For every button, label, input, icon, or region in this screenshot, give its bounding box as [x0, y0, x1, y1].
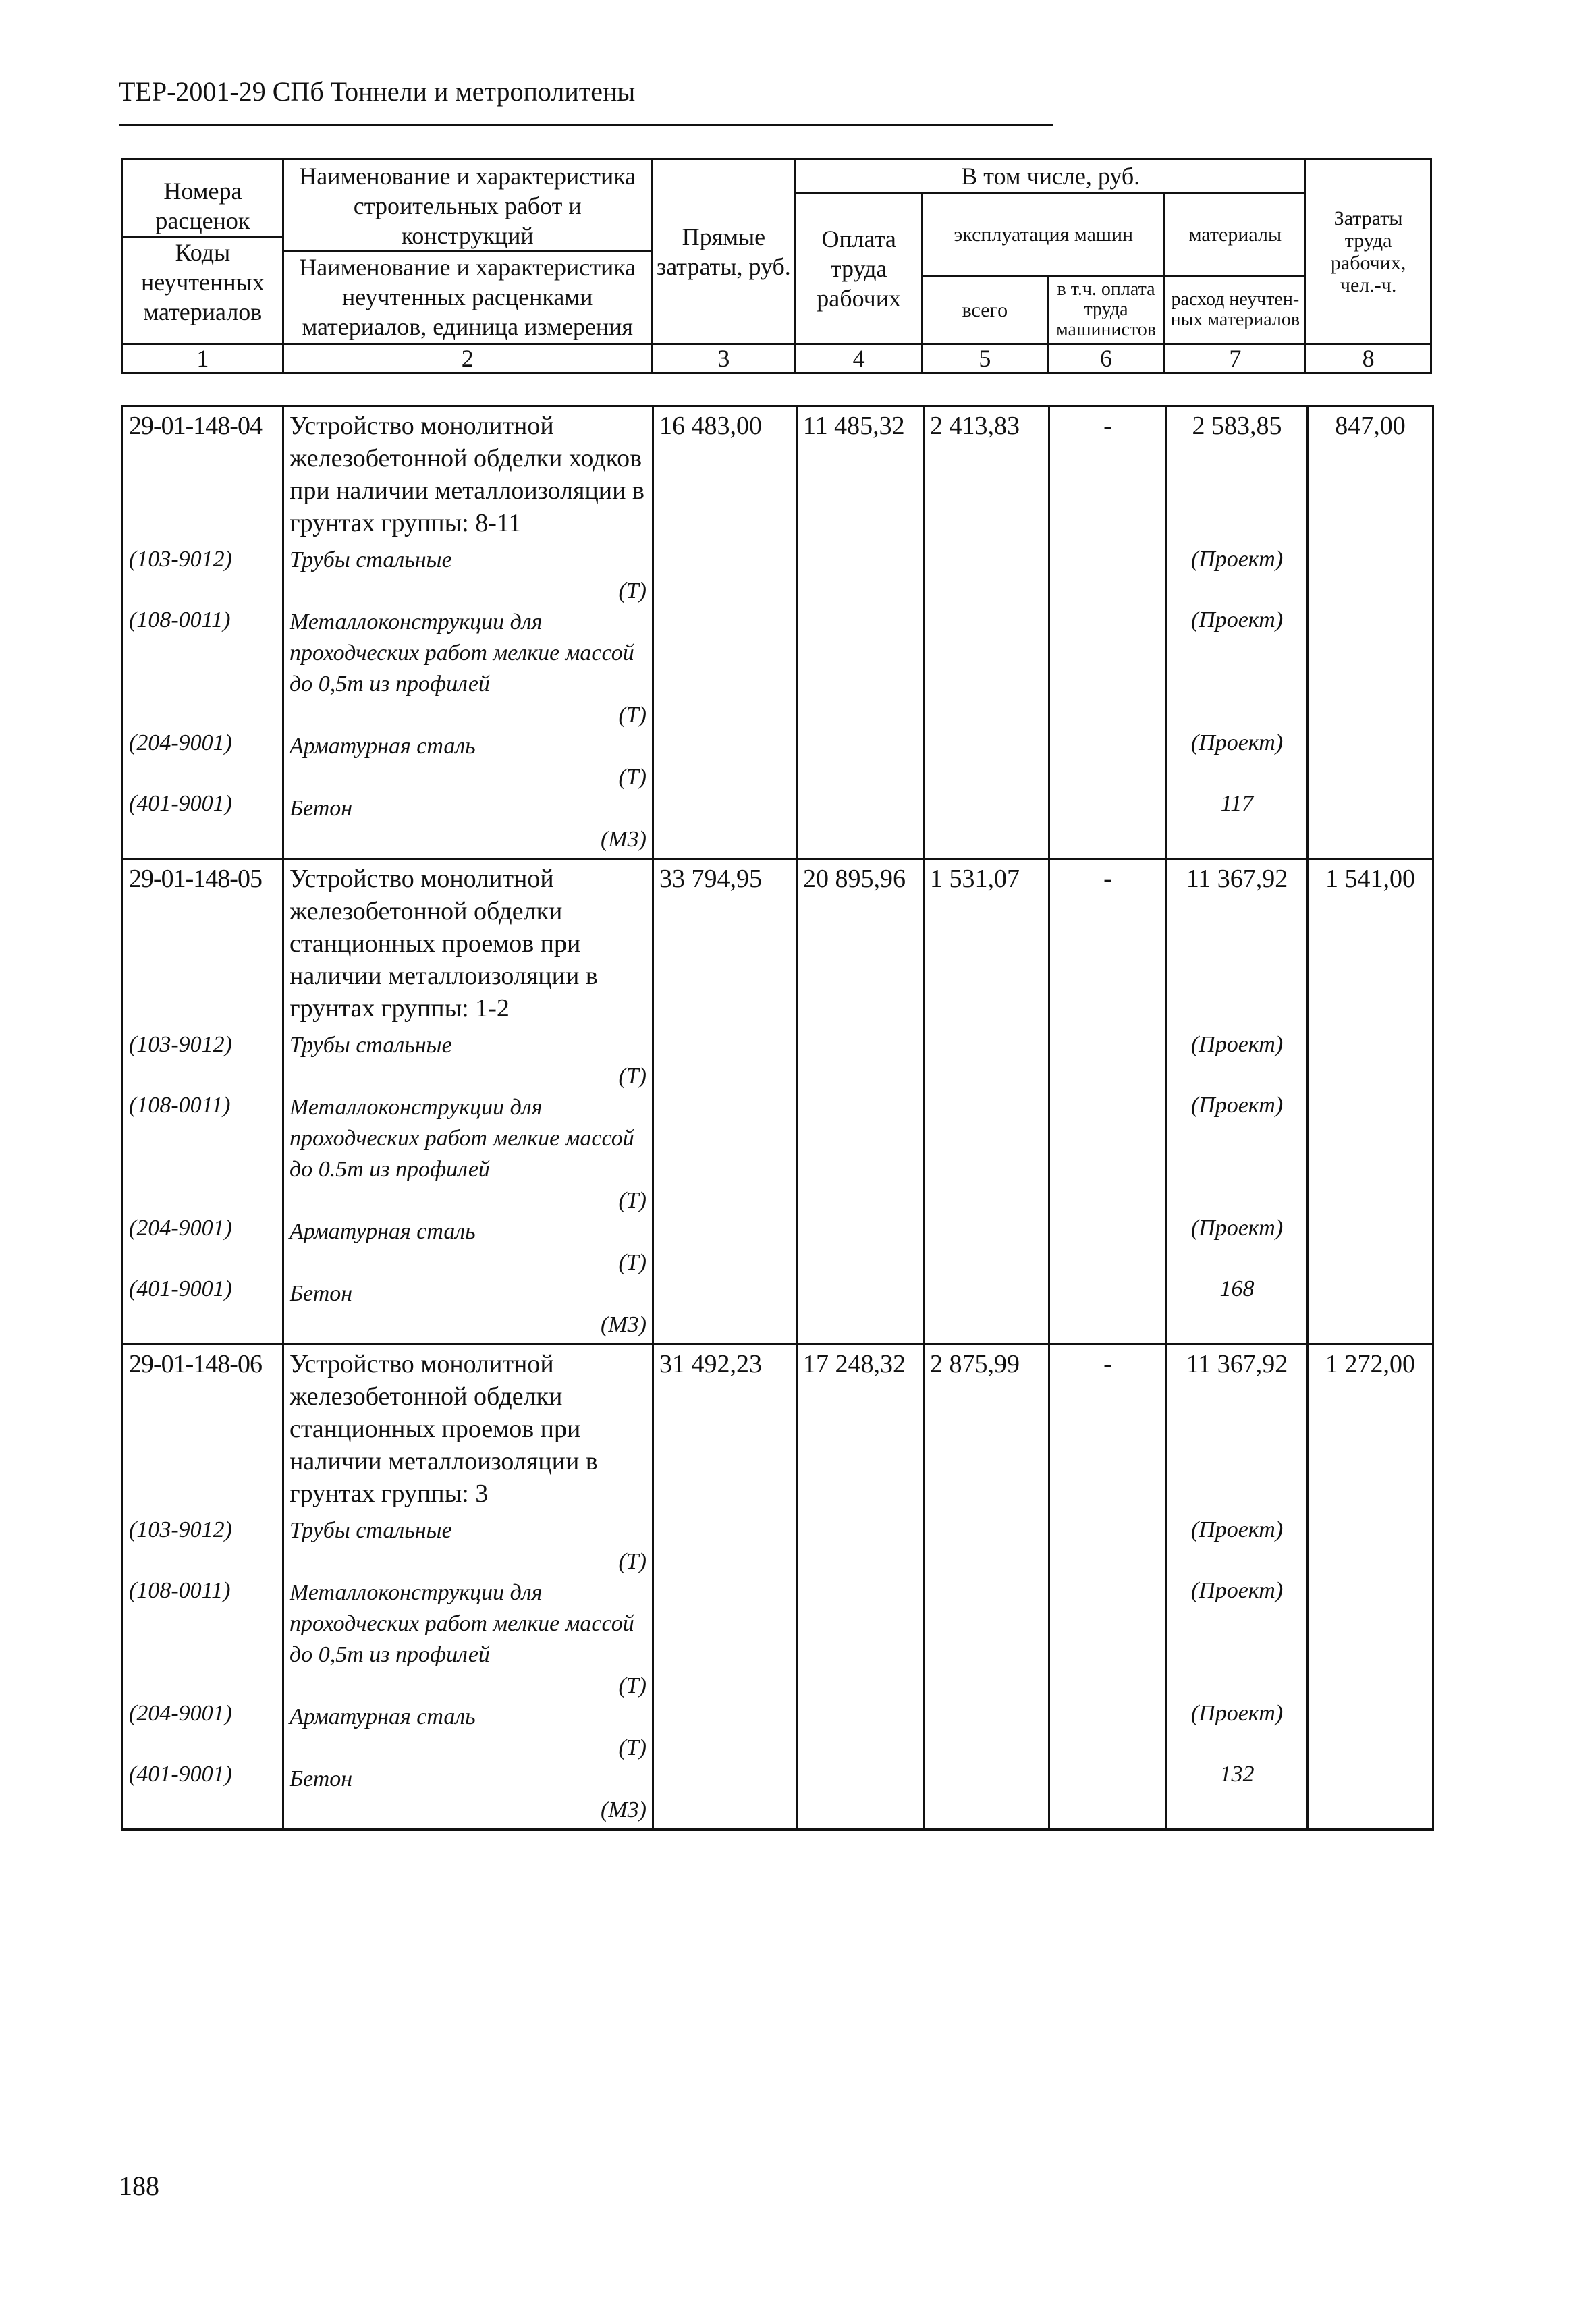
- material-unit: (Т): [618, 1673, 646, 1698]
- material-code: (204-9001): [129, 1216, 232, 1241]
- page-header-title: ТЕР-2001-29 СПб Тоннели и метрополитены: [119, 76, 1053, 126]
- labor-pay: 20 895,96: [797, 859, 924, 1028]
- material-name: Металлоконструкции для проходческих работ мелкие массой до 0.5т из профилей: [290, 1095, 634, 1182]
- material-name: Трубы стальные: [290, 1518, 452, 1543]
- header-col7: расход неучтен- ных материалов: [1165, 276, 1306, 344]
- rate-name: Устройство монолитной железобетонной обделки ходков при наличии металлоизоляции в грунтах группы: 8-11: [283, 406, 653, 543]
- material-unit: (М3): [601, 1797, 646, 1822]
- material-unit: (Т): [618, 1549, 646, 1574]
- material-unit: (Т): [618, 703, 646, 728]
- material-qty: (Проект): [1190, 1578, 1284, 1603]
- material-code: (401-9001): [129, 1762, 232, 1787]
- header-col2: [283, 159, 652, 344]
- rate-code: 29-01-148-06: [123, 1345, 283, 1513]
- material-qty: (Проект): [1190, 1517, 1284, 1542]
- header-materials-group: материалы: [1165, 194, 1306, 277]
- header-number: 1: [123, 344, 283, 373]
- header-number: 6: [1047, 344, 1165, 373]
- material-qty: (Проект): [1190, 607, 1284, 632]
- header-number: 4: [796, 344, 923, 373]
- labor-pay: 17 248,32: [797, 1345, 924, 1513]
- machines-total: 2 875,99: [924, 1345, 1049, 1513]
- rate-code: 29-01-148-04: [123, 406, 283, 543]
- material-name: Бетон: [290, 1766, 353, 1791]
- material-names: [283, 1027, 653, 1345]
- table-row: [123, 1345, 1433, 1513]
- header-numbers-row: [123, 344, 1431, 373]
- material-unit: (М3): [601, 1312, 646, 1337]
- machinist-pay: -: [1049, 406, 1167, 543]
- machines-total: 2 413,83: [924, 406, 1049, 543]
- material-code: (108-0011): [129, 607, 231, 632]
- header-number: 2: [283, 344, 652, 373]
- material-code: (204-9001): [129, 730, 232, 755]
- rate-name: Устройство монолитной железобетонной обделки станционных проемов при наличии металлоизоляции в грунтах группы: 3: [283, 1345, 653, 1513]
- material-names: [283, 542, 653, 859]
- direct-costs: 33 794,95: [653, 859, 797, 1028]
- materials-cost: 11 367,92: [1167, 859, 1308, 1028]
- material-qty: 132: [1219, 1762, 1255, 1787]
- material-qty: (Проект): [1190, 1701, 1284, 1726]
- rate-name: Устройство монолитной железобетонной обделки станционных проемов при наличии металлоизоляции в грунтах группы: 1-2: [283, 859, 653, 1028]
- labor-pay: 11 485,32: [797, 406, 924, 543]
- table-row: [123, 542, 1433, 859]
- header-col2-bottom: Наименование и характеристика неучтенных расценками материалов, единица измерения: [284, 250, 651, 342]
- header-number: 5: [923, 344, 1048, 373]
- labor-hours: 1 541,00: [1308, 859, 1433, 1028]
- material-code: (103-9012): [129, 1517, 232, 1542]
- materials-cost: 2 583,85: [1167, 406, 1308, 543]
- material-name: Бетон: [290, 796, 353, 821]
- material-name: Металлоконструкции для проходческих работ мелкие массой до 0,5т из профилей: [290, 609, 634, 697]
- material-quantities: [1167, 1027, 1308, 1345]
- header-number: 3: [652, 344, 796, 373]
- labor-hours: 1 272,00: [1308, 1345, 1433, 1513]
- direct-costs: 16 483,00: [653, 406, 797, 543]
- material-unit: (Т): [618, 1735, 646, 1760]
- header-number: 8: [1306, 344, 1431, 373]
- machinist-pay: -: [1049, 1345, 1167, 1513]
- header-col6: в т.ч. оплата труда машинистов: [1047, 276, 1165, 344]
- material-code: (103-9012): [129, 547, 232, 572]
- machines-total: 1 531,07: [924, 859, 1049, 1028]
- header-col1-top: Номера расценок: [155, 178, 250, 234]
- material-name: Арматурная сталь: [290, 1704, 476, 1729]
- header-machines-group: эксплуатация машин: [923, 194, 1165, 277]
- header-col4: Оплата труда рабочих: [796, 194, 923, 344]
- material-name: Металлоконструкции для проходческих работ мелкие массой до 0,5т из профилей: [290, 1580, 634, 1667]
- table-row: [123, 1513, 1433, 1830]
- header-group-including: В том числе, руб.: [796, 159, 1306, 194]
- material-code: (401-9001): [129, 1276, 232, 1301]
- material-qty: (Проект): [1190, 547, 1284, 572]
- material-code: (108-0011): [129, 1578, 231, 1603]
- material-qty: 168: [1219, 1276, 1255, 1301]
- material-code: (103-9012): [129, 1032, 232, 1057]
- material-codes: [123, 1513, 283, 1830]
- material-unit: (Т): [618, 578, 646, 603]
- material-code: (401-9001): [129, 791, 232, 816]
- materials-cost: 11 367,92: [1167, 1345, 1308, 1513]
- material-code: (204-9001): [129, 1701, 232, 1726]
- header-col1-bottom: Коды неучтенных материалов: [123, 236, 282, 327]
- header-col8: Затраты труда рабочих, чел.-ч.: [1306, 159, 1431, 344]
- header-col2-top: Наименование и характеристика строительных работ и конструкций: [299, 163, 636, 249]
- table-row: [123, 859, 1433, 1028]
- material-qty: (Проект): [1190, 1216, 1284, 1241]
- material-name: Арматурная сталь: [290, 734, 476, 759]
- material-code: (108-0011): [129, 1093, 231, 1118]
- material-unit: (Т): [618, 765, 646, 790]
- header-col3: Прямые затраты, руб.: [652, 159, 796, 344]
- material-unit: (Т): [618, 1064, 646, 1089]
- header-number: 7: [1165, 344, 1306, 373]
- direct-costs: 31 492,23: [653, 1345, 797, 1513]
- labor-hours: 847,00: [1308, 406, 1433, 543]
- material-qty: (Проект): [1190, 1093, 1284, 1118]
- header-col1: [123, 159, 283, 344]
- material-codes: [123, 1027, 283, 1345]
- material-unit: (М3): [601, 827, 646, 852]
- material-qty: 117: [1220, 791, 1254, 816]
- table-row: [123, 1027, 1433, 1345]
- material-name: Бетон: [290, 1281, 353, 1306]
- rates-table: [121, 405, 1434, 1831]
- table-row: [123, 406, 1433, 543]
- material-name: Трубы стальные: [290, 1033, 452, 1058]
- material-quantities: [1167, 1513, 1308, 1830]
- header-col5: всего: [923, 276, 1048, 344]
- material-names: [283, 1513, 653, 1830]
- page-number: 188: [119, 2171, 159, 2201]
- table-header: [121, 158, 1432, 374]
- material-name: Арматурная сталь: [290, 1219, 476, 1244]
- material-name: Трубы стальные: [290, 547, 452, 572]
- material-qty: (Проект): [1190, 730, 1284, 755]
- machinist-pay: -: [1049, 859, 1167, 1028]
- material-unit: (Т): [618, 1250, 646, 1275]
- material-unit: (Т): [618, 1188, 646, 1213]
- material-codes: [123, 542, 283, 859]
- material-quantities: [1167, 542, 1308, 859]
- material-qty: (Проект): [1190, 1032, 1284, 1057]
- rate-code: 29-01-148-05: [123, 859, 283, 1028]
